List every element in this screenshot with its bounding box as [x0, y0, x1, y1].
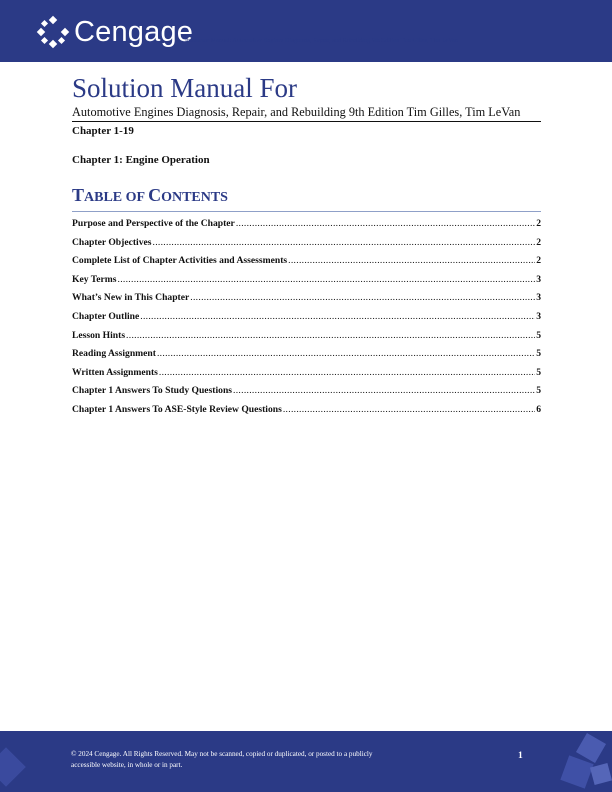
toc-entry[interactable]: [72, 385, 541, 404]
toc-entry-page: 2: [536, 255, 541, 267]
toc-leader: [288, 255, 535, 266]
copyright-notice: [71, 749, 411, 771]
toc-entry-label: Chapter Outline: [72, 310, 140, 322]
toc-entry-page: 5: [536, 329, 541, 341]
toc-heading-rest-1: ABLE OF: [84, 190, 149, 205]
toc-leader: [153, 237, 536, 248]
toc-leader: [283, 404, 535, 415]
copyright-line-2: accessible website, in whole or in part.: [71, 761, 183, 769]
toc-leader: [233, 385, 535, 396]
toc-entry-page: 3: [536, 310, 541, 322]
document-subtitle: Automotive Engines Diagnosis, Repair, and Rebuilding 9th Edition Tim Gilles, Tim LeVan: [72, 104, 541, 122]
toc-entry[interactable]: [72, 404, 541, 423]
toc-leader: [157, 348, 535, 359]
toc-heading: [72, 184, 541, 212]
toc-entry-label: Chapter 1 Answers To ASE-Style Review Questions: [72, 403, 282, 415]
toc-heading-rest-2: ONTENTS: [161, 190, 228, 205]
page-content: [72, 72, 541, 423]
toc-entry-label: Reading Assignment: [72, 348, 156, 360]
toc-leader: [118, 274, 536, 285]
copyright-line-1: © 2024 Cengage. All Rights Reserved. May not be scanned, copied or duplicated, or posted to a publicly: [71, 750, 373, 758]
toc-leader: [140, 311, 535, 322]
cengage-logo: [36, 14, 193, 50]
footer-right-decoration: [552, 731, 612, 792]
toc-heading-initial-2: C: [148, 185, 162, 205]
toc-entry-page: 2: [536, 236, 541, 248]
footer-left-decoration: [0, 731, 40, 792]
toc-entry-page: 5: [536, 385, 541, 397]
toc-heading-initial-1: T: [72, 185, 85, 205]
header-band: [0, 0, 612, 62]
toc-entry-label: What’s New in This Chapter: [72, 292, 190, 304]
toc-entry-label: Chapter 1 Answers To Study Questions: [72, 385, 233, 397]
toc-entry-label: Key Terms: [72, 273, 117, 285]
toc-entry[interactable]: [72, 237, 541, 256]
toc-entry[interactable]: [72, 330, 541, 349]
cengage-logo-icon: [36, 15, 70, 49]
toc-entry[interactable]: [72, 292, 541, 311]
toc-entry-label: Written Assignments: [72, 366, 158, 378]
toc-list: [72, 218, 541, 423]
logo-text: Cengage: [74, 16, 194, 48]
toc-entry[interactable]: [72, 311, 541, 330]
toc-leader: [159, 367, 535, 378]
toc-entry-label: Purpose and Perspective of the Chapter: [72, 218, 235, 229]
toc-entry[interactable]: [72, 367, 541, 386]
toc-entry-label: Lesson Hints: [72, 329, 126, 341]
toc-entry-label: Complete List of Chapter Activities and Assessments: [72, 255, 288, 267]
toc-entry-page: 5: [536, 348, 541, 360]
toc-entry-label: Chapter Objectives: [72, 236, 152, 248]
toc-entry-page: 3: [536, 292, 541, 304]
chapter-heading: Chapter 1: Engine Operation: [72, 154, 210, 166]
toc-entry-page: 3: [536, 273, 541, 285]
document-title: Solution Manual For: [72, 73, 298, 103]
chapter-range: Chapter 1-19: [72, 125, 134, 137]
toc-entry-page: 5: [536, 366, 541, 378]
toc-entry[interactable]: [72, 274, 541, 293]
toc-entry[interactable]: [72, 348, 541, 367]
running-header: Instructor Manual: Automotive Engines Diagnosis, Repair, and Rebuilding 9th Edition Tim Gilles, Tim LeVan: [185, 37, 459, 44]
toc-entry-page: 6: [536, 403, 541, 415]
toc-entry[interactable]: [72, 255, 541, 274]
toc-leader: [190, 292, 535, 303]
toc-entry-page: 2: [536, 218, 541, 229]
page-number: 1: [518, 751, 523, 761]
footer-band: [0, 731, 612, 792]
toc-leader: [126, 330, 535, 341]
toc-leader: [236, 218, 535, 229]
toc-entry[interactable]: [72, 218, 541, 237]
